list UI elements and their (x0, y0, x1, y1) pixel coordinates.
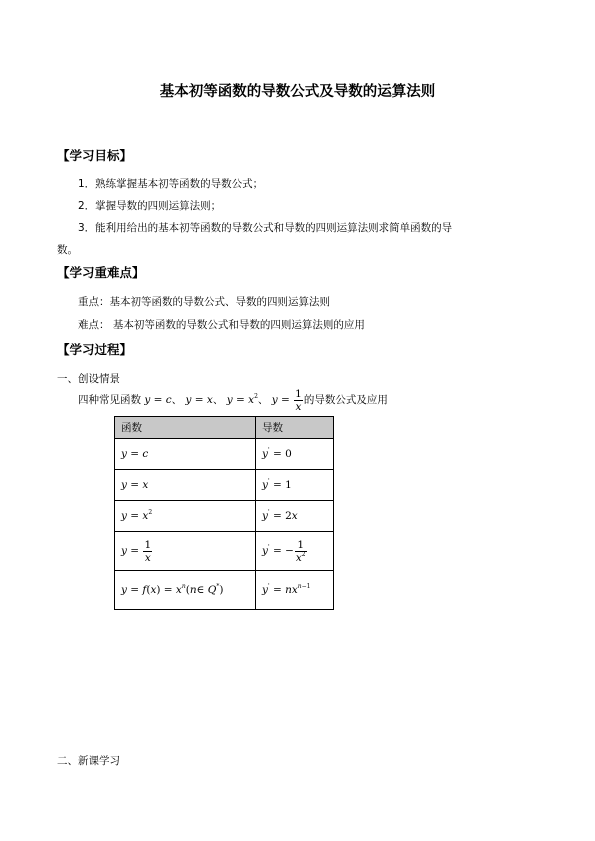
intro-suffix: 的导数公式及应用 (303, 394, 388, 406)
table-header-derivative: 导数 (256, 417, 334, 439)
formula-y-x2: $y = x^2$ (226, 393, 258, 406)
goal-item-1: 1．熟练掌握基本初等函数的导数公式； (78, 178, 264, 190)
formula-y-1-over-x: y = $\frac{1}{x}$ (271, 387, 302, 413)
learning-goals-heading: 【学习目标】 (57, 148, 133, 163)
table-header-function: 函数 (115, 417, 256, 439)
table-cell-derivative: y' = − $\frac{1}{x^2}$ (256, 532, 334, 571)
intro-line (78, 386, 388, 414)
derivative-table (114, 416, 334, 610)
table-cell-function: $y = x^2$ (115, 501, 256, 532)
table-cell-function: y = x (115, 470, 256, 501)
difficult-point-text: 难点： 基本初等函数的导数公式和导数的四则运算法则的应用 (78, 319, 365, 331)
table-cell-function: y = c (115, 439, 256, 470)
table-header-row (115, 417, 334, 439)
table-cell-derivative: y' = 0 (256, 439, 334, 470)
goal-item-3-continued: 数。 (57, 244, 78, 256)
table-cell-function: $y = f(x) = x^n(n\in$ Q*) (115, 571, 256, 610)
separator: 、 (171, 394, 183, 406)
page-title: 基本初等函数的导数公式及导数的运算法则 (159, 84, 436, 100)
table-cell-derivative: $y' = nx^{n-1}$ (256, 571, 334, 610)
intro-prefix: 四种常见函数 (78, 394, 141, 406)
goal-item-3: 3．能利用给出的基本初等函数的导数公式和导数的四则运算法则求简单函数的导 (78, 222, 453, 234)
table-row (115, 532, 334, 571)
table-cell-derivative: y' = 1 (256, 470, 334, 501)
table-row (115, 439, 334, 470)
table-cell-derivative: y' = 2x (256, 501, 334, 532)
part2-heading: 二、新课学习 (57, 755, 120, 767)
goal-item-2: 2．掌握导数的四则运算法则； (78, 200, 222, 212)
key-difficult-heading: 【学习重难点】 (57, 265, 145, 280)
formula-y-c: y = c (144, 394, 172, 406)
formula-y-x: y = x (185, 394, 213, 406)
table-row (115, 501, 334, 532)
table-row (115, 470, 334, 501)
table-row (115, 571, 334, 610)
learning-process-heading: 【学习过程】 (57, 342, 133, 357)
table-cell-function: y = $\frac{1}{x}$ (115, 532, 256, 571)
key-point-text: 重点：基本初等函数的导数公式、导数的四则运算法则 (78, 296, 330, 308)
separator: 、 (257, 394, 269, 406)
separator: 、 (212, 394, 224, 406)
part1-heading: 一、创设情景 (57, 373, 120, 385)
